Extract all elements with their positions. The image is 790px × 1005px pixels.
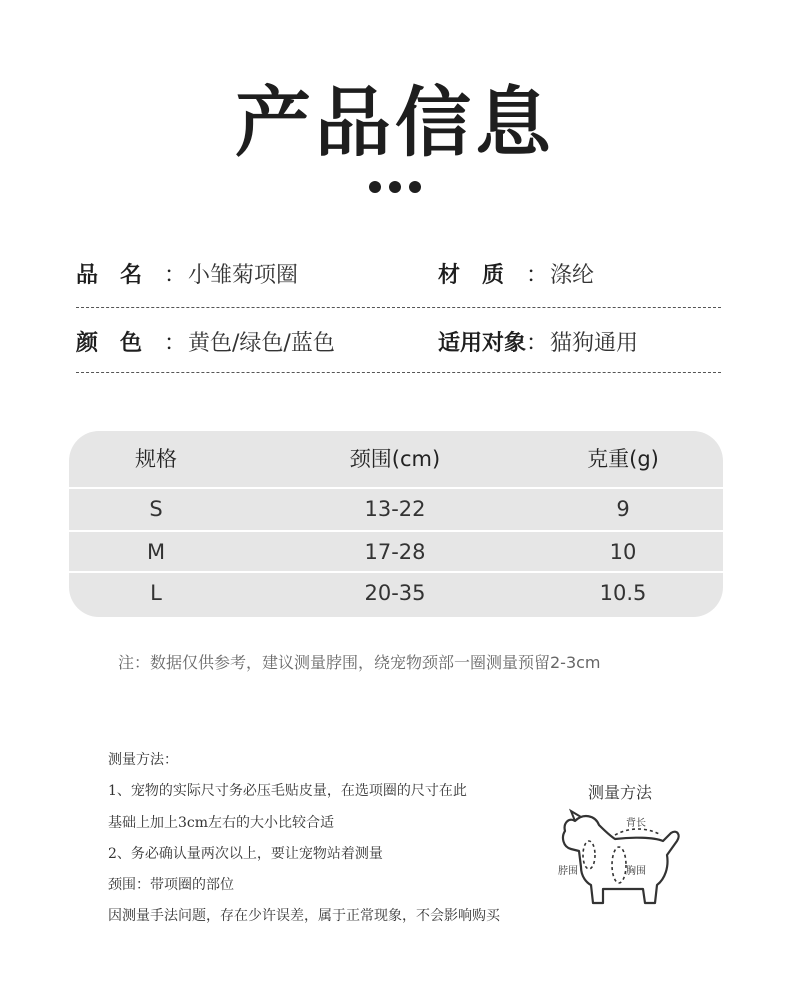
cell-weight: 10.5 <box>599 581 647 605</box>
dot <box>389 181 401 193</box>
cell-size: S <box>149 497 163 521</box>
method-line: 2、务必确认量两次以上，要让宠物站着测量 <box>108 846 383 862</box>
colon: ： <box>164 263 187 288</box>
target-key: 适用对象 <box>438 331 527 356</box>
page-title: 产品信息 <box>235 78 555 167</box>
dot <box>409 181 421 193</box>
name-key: 品 名 <box>76 263 143 288</box>
cell-size: M <box>146 540 166 564</box>
label-neck: 脖围 <box>558 866 578 877</box>
header-size: 规格 <box>135 447 177 471</box>
color-key: 颜 色 <box>76 331 143 356</box>
colon: ： <box>164 331 187 356</box>
material-key: 材 质 <box>438 263 505 288</box>
cell-size: L <box>150 581 162 605</box>
dashed-divider <box>76 372 721 373</box>
method-line: 1、宠物的实际尺寸务必压毛贴皮量，在选项圈的尺寸在此 <box>108 783 467 799</box>
measurement-note: 注：数据仅供参考，建议测量脖围，绕宠物颈部一圈测量预留2-3cm <box>118 653 601 672</box>
header-neck: 颈围(cm) <box>349 447 441 471</box>
info-row-name-material <box>76 258 721 294</box>
colon: ： <box>526 263 549 288</box>
method-line: 颈围：带项圈的部位 <box>108 877 234 893</box>
cell-neck: 20-35 <box>364 581 426 605</box>
color-value: 黄色/绿色/蓝色 <box>188 331 335 356</box>
table-row <box>69 571 723 613</box>
dashed-divider <box>76 307 721 308</box>
header-weight: 克重(g) <box>587 447 659 471</box>
table-header <box>69 431 723 487</box>
dot <box>369 181 381 193</box>
target-value: 猫狗通用 <box>550 331 639 356</box>
info-row-color-target <box>76 326 721 362</box>
cell-weight: 9 <box>616 497 630 521</box>
label-back: 背长 <box>626 818 646 829</box>
cell-neck: 17-28 <box>364 540 426 564</box>
label-chest: 胸围 <box>626 866 646 877</box>
diagram-title: 测量方法 <box>588 783 653 802</box>
method-heading: 测量方法： <box>108 752 178 768</box>
colon: ： <box>526 331 549 356</box>
dog-measurement-icon <box>553 805 693 915</box>
cell-neck: 13-22 <box>364 497 426 521</box>
method-line: 因测量手法问题，存在少许误差，属于正常现象，不会影响购买 <box>108 908 500 924</box>
method-line: 基础上加上3cm左右的大小比较合适 <box>108 815 335 831</box>
table-row <box>69 487 723 529</box>
name-value: 小雏菊项圈 <box>188 263 299 288</box>
title-dots <box>0 178 790 197</box>
table-row <box>69 530 723 572</box>
cell-weight: 10 <box>609 540 637 564</box>
material-value: 涤纶 <box>550 263 595 288</box>
size-spec-table <box>69 431 723 617</box>
